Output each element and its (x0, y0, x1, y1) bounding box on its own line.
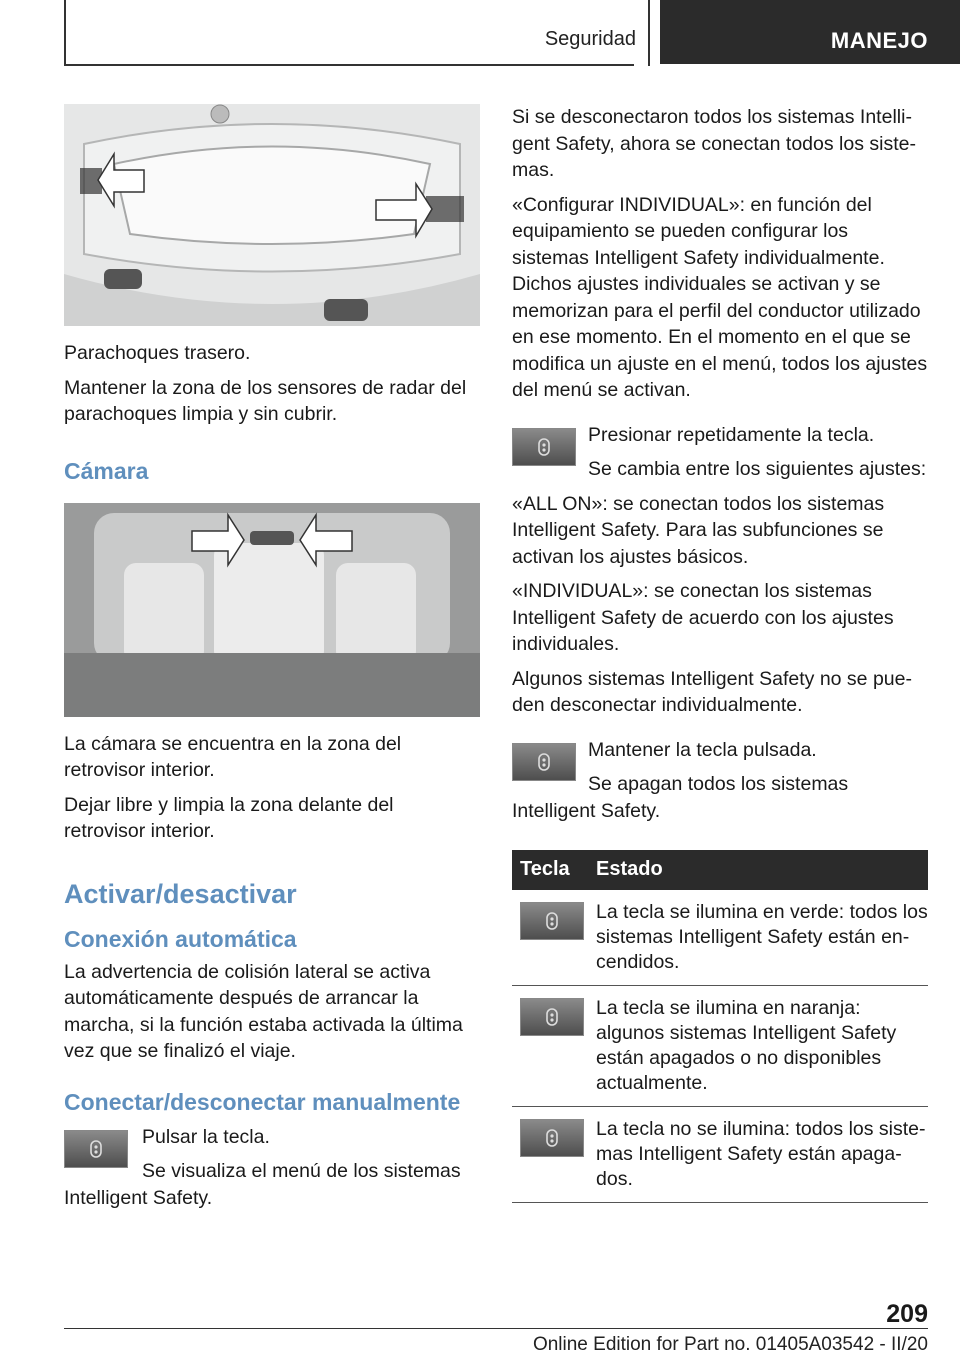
manual-step-block (64, 1124, 480, 1212)
status-text: La tecla se ilumina en verde: todos los sistemas Intelligent Safety están encendidos. (596, 901, 928, 973)
intelligent-safety-key-3 (512, 743, 576, 781)
page-number: 209 (886, 1300, 928, 1328)
switch-settings-text: Se cambia entre los siguientes ajustes: (588, 458, 927, 480)
intelligent-safety-key (64, 1130, 128, 1168)
camera-illustration (64, 503, 480, 717)
intelligent-safety-icon (542, 1007, 562, 1027)
intelligent-safety-icon (86, 1139, 106, 1159)
right-column (512, 104, 928, 1203)
all-off-text: Si se desconectaron todos los sistemas Intelligent Safety, ahora se conectan todos los sistemas. (512, 106, 916, 181)
camera-caption: La cámara se encuentra en la zona del retrovisor interior. (64, 732, 402, 781)
manual-step2: Se visualiza el menú de los sistemas Intelligent Safety. (64, 1160, 461, 1209)
chapter-tab (660, 0, 960, 64)
intelligent-safety-icon (542, 911, 562, 931)
manual-step1: Pulsar la tecla. (142, 1125, 270, 1148)
intelligent-safety-icon (534, 752, 554, 772)
bumper-caption: Parachoques trasero. (64, 342, 251, 364)
some-not-text: Algunos sistemas Intelligent Safety no se pueden desconectar individualmente. (512, 667, 912, 716)
chapter-title: MANEJO (830, 28, 928, 53)
header-divider-right (648, 0, 650, 66)
status-text: La tecla no se ilumina: todos los sistemas Intelligent Safety están apagados. (596, 1118, 926, 1190)
table-header (512, 850, 928, 890)
footer-rule (64, 1328, 928, 1329)
intelligent-safety-key-2 (512, 428, 576, 466)
individual-text: «INDIVIDUAL»: se conectan los sistemas Intelligent Safety de acuerdo con los ajustes individuales. (512, 580, 894, 655)
hold-key-text: Mantener la tecla pulsada. (588, 738, 817, 761)
table-row (512, 986, 928, 1107)
camera-heading: Cámara (64, 457, 149, 484)
unlit-key (520, 1119, 584, 1157)
rear-bumper-illustration (64, 104, 480, 326)
intelligent-safety-icon (542, 1128, 562, 1148)
individual-config-text: «Configurar INDIVIDUAL»: en función del equipamiento se pueden configurar los sistemas Intelligent Safety individualmente. Dichos ajustes individuales se activan y se memorizan para el perfil del conductor utilizado en ese momento. En el momento en el que se modifica un ajuste en el menú, todos los ajustes del menú se activan. (512, 193, 928, 401)
all-on-text: «ALL ON»: se conectan todos los sistemas Intelligent Safety. Para las subfunciones se activan los ajustes básicos. (512, 492, 885, 568)
edition-text: Online Edition for Part no. 01405A03542 - II/20 (532, 1334, 928, 1355)
table-header-status: Estado (596, 858, 663, 880)
header-rule (64, 64, 634, 66)
key-status-table (512, 850, 928, 1203)
header-divider-left (64, 0, 66, 66)
turn-off-text: Se apagan todos los sistemas Intelligent Safety. (512, 773, 849, 822)
press-repeat-text: Presionar repetidamente la tecla. (588, 423, 875, 446)
intelligent-safety-icon (534, 437, 554, 457)
table-row (512, 890, 928, 986)
auto-heading: Conexión automática (64, 925, 297, 952)
bumper-text: Mantener la zona de los sensores de radar del parachoques limpia y sin cubrir. (64, 376, 467, 425)
camera-image (64, 503, 480, 717)
camera-text: Dejar libre y limpia la zona delante del retrovisor interior. (64, 793, 394, 842)
auto-text: La advertencia de colisión lateral se activa automáticamente después de arrancar la marcha, si la función estaba activada la última vez que se finalizó el viaje. (64, 960, 463, 1062)
manual-heading: Conectar/desconectar manualmente (64, 1088, 461, 1115)
table-row (512, 1107, 928, 1203)
table-header-key: Tecla (520, 858, 570, 880)
green-key (520, 902, 584, 940)
activate-heading: Activar/desactivar (64, 878, 297, 909)
status-text: La tecla se ilumina en naranja: algunos sistemas Intelligent Safety están apagados o no disponibles actualmente. (596, 997, 897, 1094)
left-column (64, 104, 480, 1211)
rear-bumper-image (64, 104, 480, 326)
press-repeat-block (512, 422, 928, 483)
hold-key-block (512, 737, 928, 825)
section-title: Seguridad (544, 28, 636, 50)
orange-key (520, 998, 584, 1036)
